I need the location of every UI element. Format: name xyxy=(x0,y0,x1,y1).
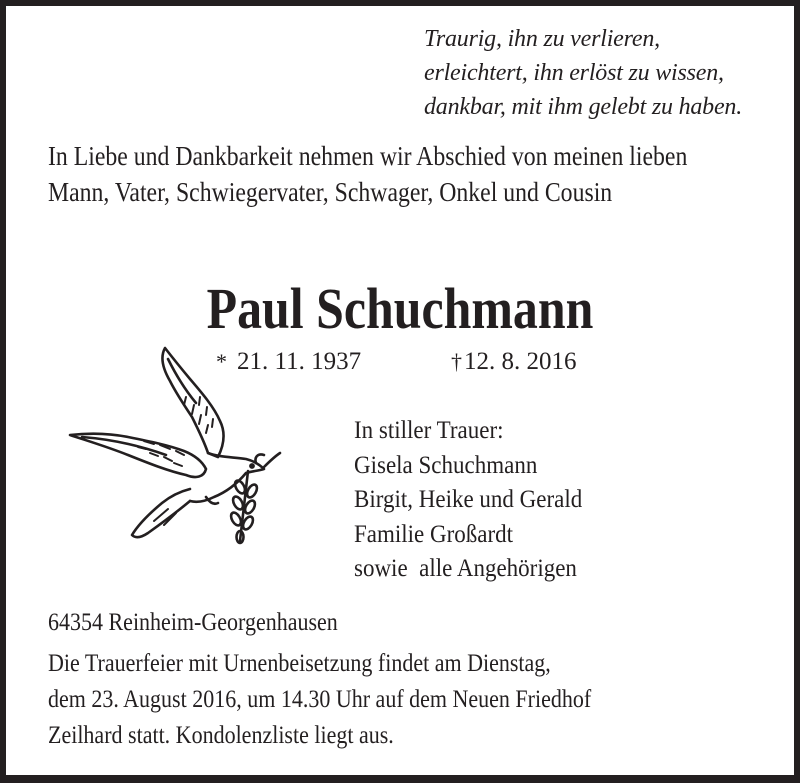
farewell-intro xyxy=(48,138,687,210)
mourners-list xyxy=(354,414,582,587)
death-cross-icon: † xyxy=(451,349,462,374)
birth-star-icon: * xyxy=(216,349,227,374)
poem-line: Traurig, ihn zu verlieren, xyxy=(424,26,660,52)
intro-line: In Liebe und Dankbarkeit nehmen wir Abschied von meinen lieben xyxy=(48,141,688,171)
intro-line: Mann, Vater, Schwiegervater, Schwager, Onkel und Cousin xyxy=(48,177,613,207)
ceremony-line: dem 23. August 2016, um 14.30 Uhr auf dem Neuen Friedhof xyxy=(48,686,592,713)
family-address: 64354 Reinheim-Georgenhausen xyxy=(48,609,338,636)
poem-line: erleichtert, ihn erlöst zu wissen, xyxy=(424,60,724,86)
deceased-name: Paul Schuchmann xyxy=(206,276,594,341)
death-date: 12. 8. 2016 xyxy=(464,348,577,375)
ceremony-line: Zeilhard statt. Kondolenzliste liegt aus. xyxy=(48,722,394,749)
death-date-line xyxy=(451,344,577,380)
mourner-name: Gisela Schuchmann xyxy=(354,451,538,479)
memorial-poem xyxy=(424,22,742,124)
birth-date: 21. 11. 1937 xyxy=(237,348,362,375)
poem-line: dankbar, mit ihm gelebt zu haben. xyxy=(424,94,743,120)
mourner-name: Familie Großardt xyxy=(354,520,514,548)
mourner-name: sowie alle Angehörigen xyxy=(354,555,577,582)
dove-with-olive-branch-icon xyxy=(68,345,283,545)
mourner-name: Birgit, Heike und Gerald xyxy=(354,486,583,513)
ceremony-details xyxy=(48,646,591,754)
mourners-heading: In stiller Trauer: xyxy=(354,417,504,444)
ceremony-line: Die Trauerfeier mit Urnenbeisetzung findet am Dienstag, xyxy=(48,650,551,677)
